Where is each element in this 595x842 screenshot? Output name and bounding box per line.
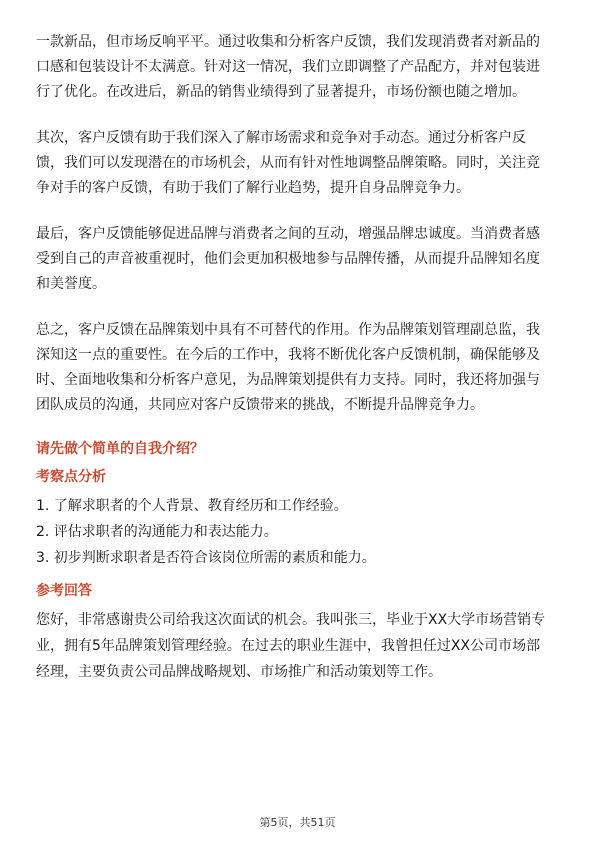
text-line: 争对手的客户反馈，有助于我们了解行业趋势，提升自身品牌竞争力。 bbox=[36, 180, 470, 196]
text-line: 受到自己的声音被重视时，他们会更加积极地参与品牌传播，从而提升品牌知名度 bbox=[36, 251, 540, 267]
page-footer: 第5页，共51页 bbox=[259, 816, 336, 829]
text-line: 经理，主要负责公司品牌战略规划、市场推广和活动策划等工作。 bbox=[36, 664, 442, 680]
text-line: 其次，客户反馈有助于我们深入了解市场需求和竞争对手动态。通过分析客户反 bbox=[36, 130, 526, 146]
text-line: 时、全面地收集和分析客户意见，为品牌策划提供有力支持。同时，我还将加强与 bbox=[36, 372, 540, 388]
text-line: 行了优化。在改进后，新品的销售业绩得到了显著提升，市场份额也随之增加。 bbox=[36, 84, 526, 100]
text-line: 最后，客户反馈能够促进品牌与消费者之间的互动，增强品牌忠诚度。当消费者感 bbox=[36, 226, 540, 242]
document-body bbox=[36, 30, 560, 685]
paragraph-3 bbox=[36, 222, 560, 297]
paragraph-1 bbox=[36, 30, 560, 105]
text-line: 深知这一点的重要性。在今后的工作中，我将不断优化客户反馈机制，确保能够及 bbox=[36, 347, 540, 363]
text-line: 团队成员的沟通，共同应对客户反馈带来的挑战，不断提升品牌竞争力。 bbox=[36, 397, 484, 413]
text-line: 馈，我们可以发现潜在的市场机会，从而有针对性地调整品牌策略。同时，关注竞 bbox=[36, 155, 540, 171]
reference-heading: 参考回答 bbox=[36, 583, 92, 599]
text-line: 和美誉度。 bbox=[36, 276, 106, 292]
paragraph-4 bbox=[36, 318, 560, 418]
text-line: 口感和包装设计不太满意。针对这一情况，我们立即调整了产品配方，并对包装进 bbox=[36, 59, 540, 75]
paragraph-2 bbox=[36, 126, 560, 201]
list-item: 1. 了解求职者的个人背景、教育经历和工作经验。 bbox=[36, 498, 348, 514]
text-line: 总之，客户反馈在品牌策划中具有不可替代的作用。作为品牌策划管理副总监，我 bbox=[36, 322, 540, 338]
question-heading: 请先做个简单的自我介绍？ bbox=[36, 441, 204, 457]
text-line: 业，拥有5年品牌策划管理经验。在过去的职业生涯中，我曾担任过XX公司市场部 bbox=[36, 638, 541, 654]
text-line: 您好，非常感谢贵公司给我这次面试的机会。我叫张三，毕业于XX大学市场营销专 bbox=[36, 612, 546, 628]
analysis-list bbox=[36, 493, 560, 571]
reference-answer bbox=[36, 607, 560, 685]
list-item: 3. 初步判断求职者是否符合该岗位所需的素质和能力。 bbox=[36, 550, 376, 566]
analysis-heading: 考察点分析 bbox=[36, 469, 106, 485]
list-item: 2. 评估求职者的沟通能力和表达能力。 bbox=[36, 524, 278, 540]
text-line: 一款新品，但市场反响平平。通过收集和分析客户反馈，我们发现消费者对新品的 bbox=[36, 34, 540, 50]
